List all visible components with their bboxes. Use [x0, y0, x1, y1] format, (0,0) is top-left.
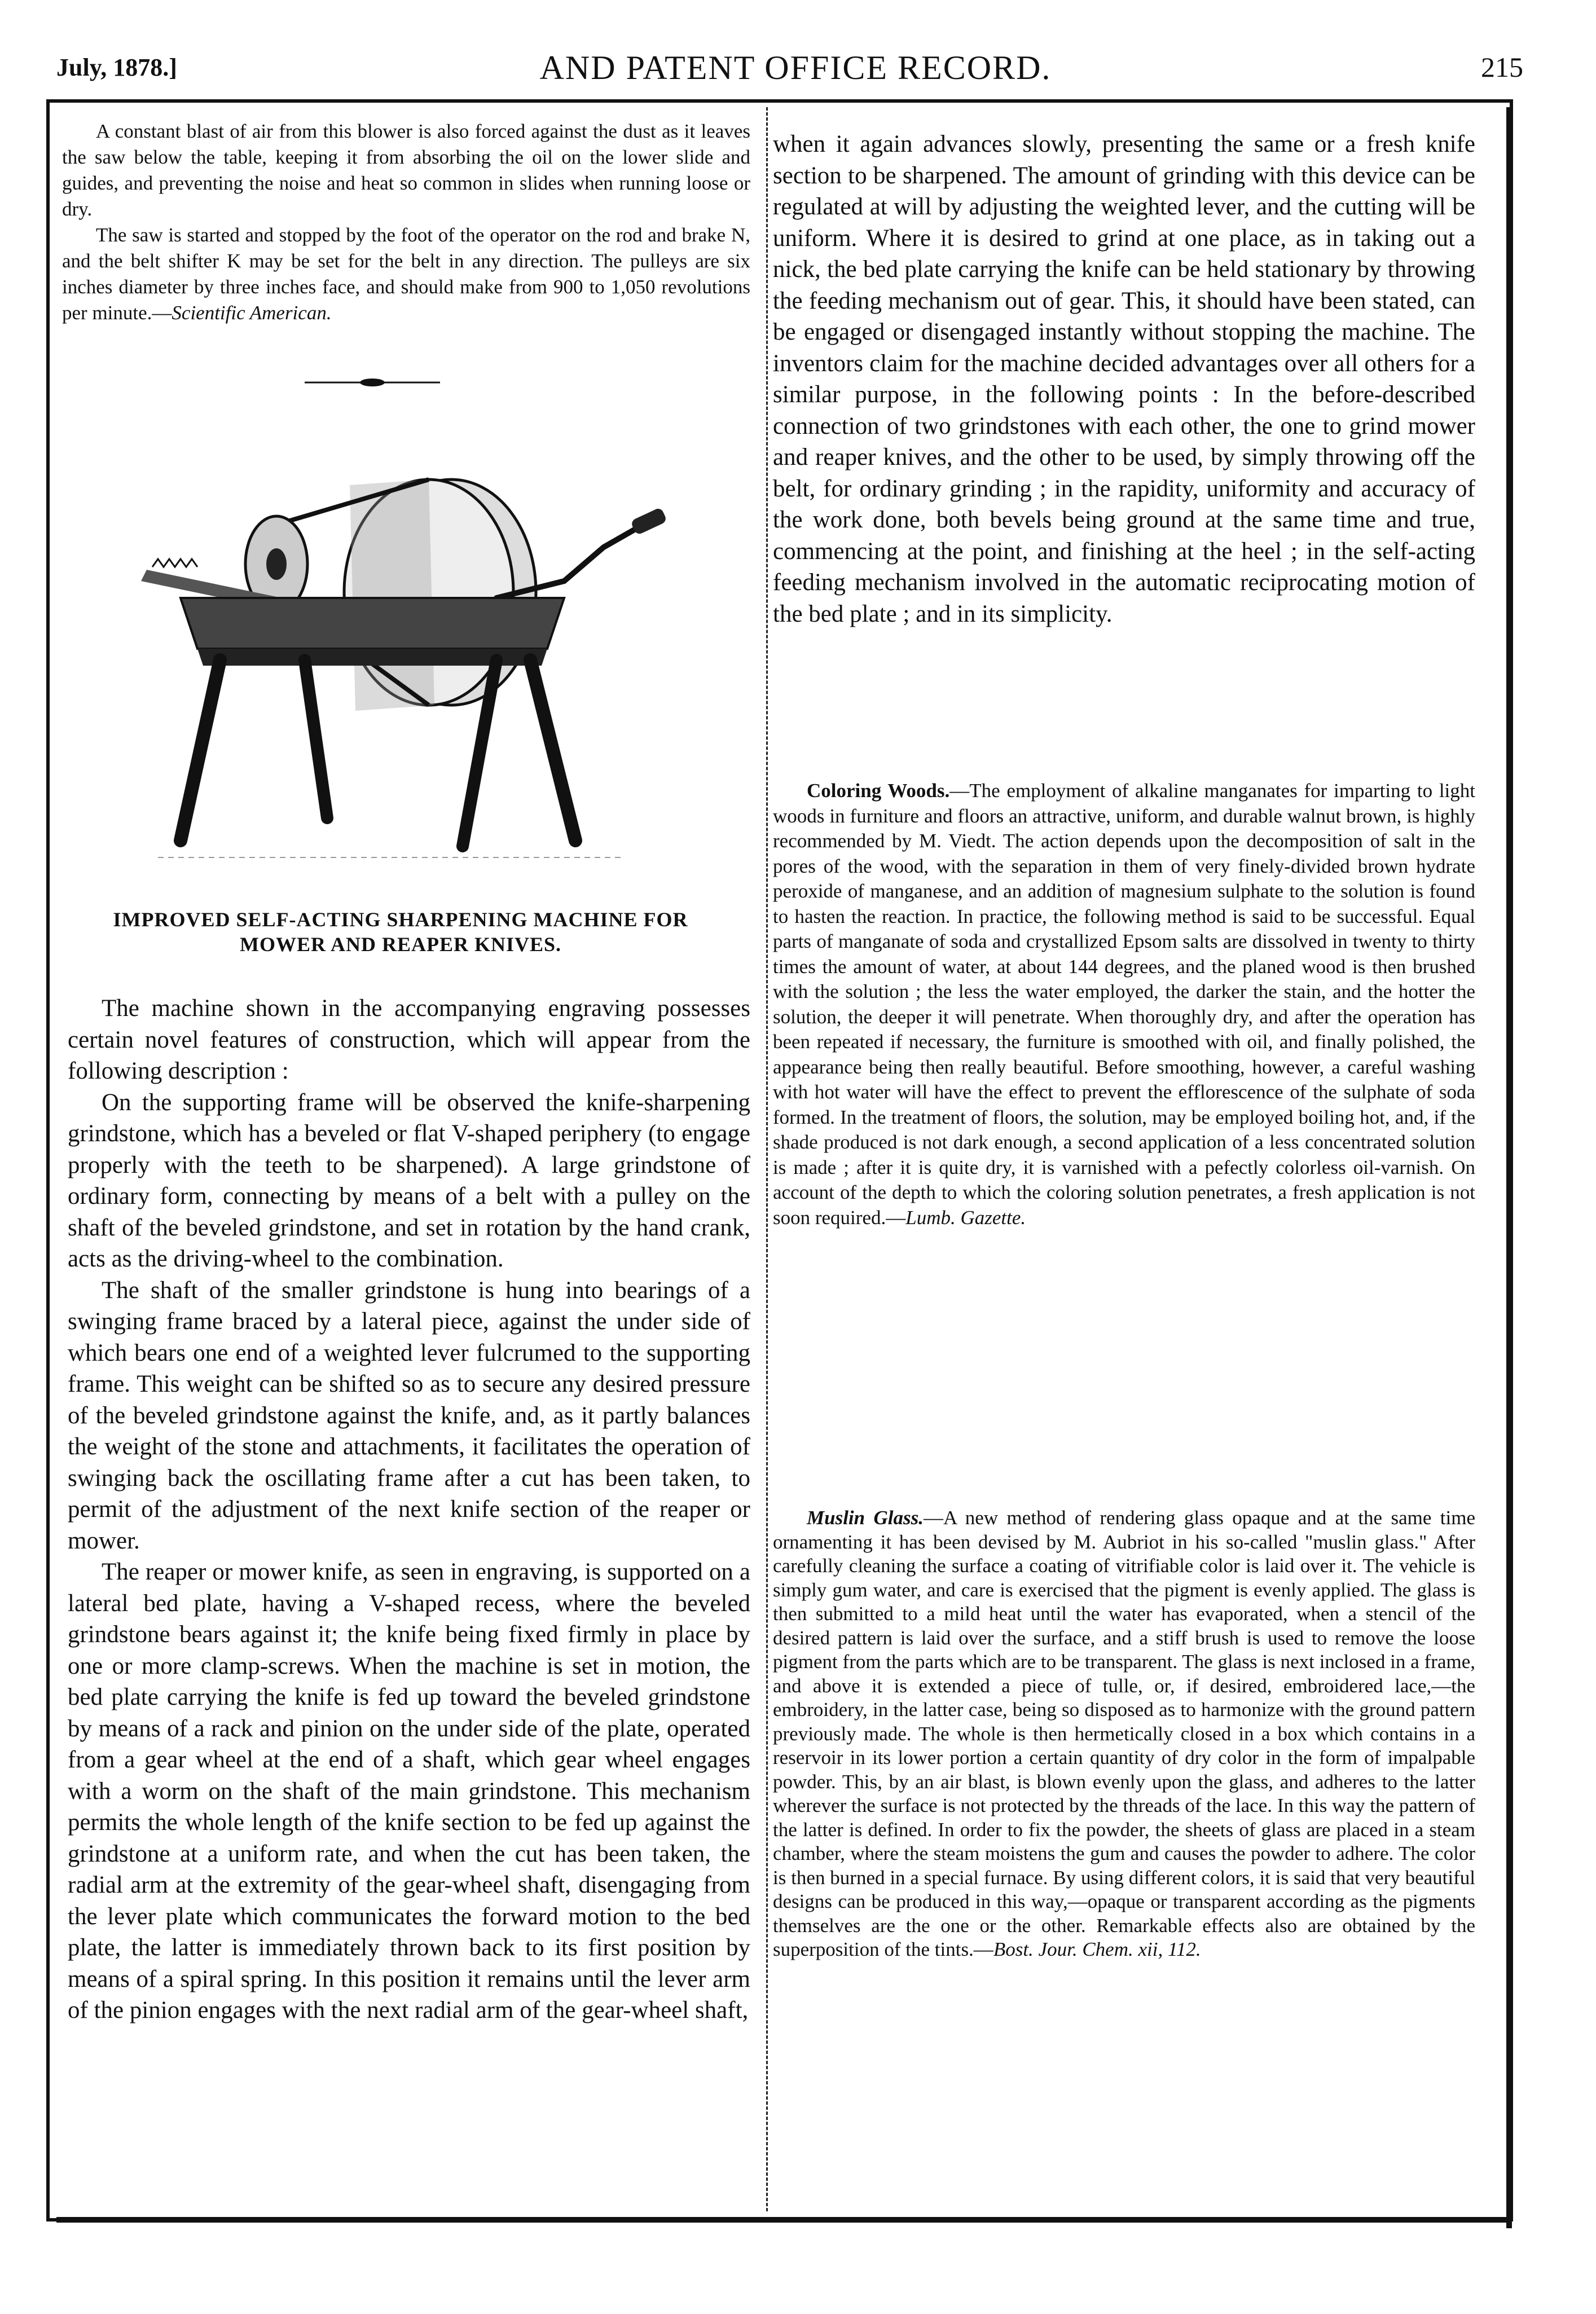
saw-paragraph: The saw is started and stopped by the foot of the operator on the rod and brake N, and the belt shifter K may be set for the belt in any direction. The pulleys are six inches diameter by three inches face, and should make from 900 to 1,050 revolutions per minute.—Scientific American. — [62, 224, 750, 324]
machine-paragraph-2: On the supporting frame will be observed the knife-sharpening grindstone, which has a beveled or flat V-shaped periphery (to engage properly with the teeth to be sharpened). A large grindstone of ordinary form, connecting by means of a belt with a pulley on the shaft of the beveled grindstone, and set in rotation by the hand crank, acts as the driving-wheel to the combination. — [68, 1089, 750, 1272]
muslin-source: Bost. Jour. Chem. xii, 112. — [993, 1938, 1201, 1960]
coloring-woods-article — [773, 778, 1475, 1230]
frame-shadow-bottom — [56, 2217, 1512, 2223]
blower-article-end — [62, 118, 750, 326]
saw-source: Scientific American. — [172, 302, 332, 324]
coloring-title: Coloring Woods. — [807, 780, 950, 802]
figure-caption-line-1: IMPROVED SELF-ACTING SHARPENING MACHINE FOR — [113, 908, 688, 931]
machine-paragraph-1: The machine shown in the accompanying engraving possesses certain novel features of construction, which will appear from the following description : — [68, 995, 750, 1084]
machine-paragraph-3: The shaft of the smaller grindstone is hung into bearings of a swinging frame braced by a lateral piece, against the under side of which bears one end of a weighted lever fulcrumed to the supporting frame. This weight can be shifted so as to secure any desired pressure of the beveled grindstone against the knife, and, as it partly balances the weight of the stone and attachments, it facilitates the operation of swinging back the oscillating frame after a cut has been taken, to permit of the adjustment of the next knife section of the reaper or mower. — [68, 1277, 750, 1554]
muslin-glass-article — [773, 1506, 1475, 1962]
issue-date: July, 1878.] — [56, 54, 177, 81]
figure-caption-line-2: MOWER AND REAPER KNIVES. — [239, 933, 562, 956]
machine-description — [68, 993, 750, 2026]
coloring-paragraph: Coloring Woods.—The employment of alkaline manganates for imparting to light woods in furniture and floors an attractive, uniform, and durable walnut brown, is highly recommended by M. Viedt. The action depends upon the decomposition of salt in the pores of the wood, with the separation in them of very finely-divided brown hydrate peroxide of manganese, and an addition of magnesium sulphate to the solution is found to hasten the reaction. In practice, the following method is said to be successful. Equal parts of manganate of soda and crystallized Epsom salts are dissolved in twenty to thirty times the amount of water, at about 144 degrees, and the planed wood is then brushed with the solution ; the less the water employed, the darker the stain, and the hotter the solution, the deeper it will penetrate. When thoroughly dry, and after the operation has been repeated if necessary, the furniture is smoothed with oil, and finally polished, the appearance being then really beautiful. Before smoothing, however, a careful washing with hot water will have the effect to prevent the efflorescence of the sulphate of soda formed. In the treatment of floors, the solution, may be employed boiling hot, and, if the shade produced is not dark enough, a second application of a less concentrated solution is made ; after it is quite dry, it is varnished with a pefectly colorless oil-varnish. On account of the depth to which the coloring solution penetrates, a fresh application is not soon required.—Lumb. Gazette. — [773, 780, 1476, 1229]
journal-title: AND PATENT OFFICE RECORD. — [539, 49, 1052, 86]
coloring-source: Lumb. Gazette. — [905, 1206, 1026, 1229]
machine-description-continued — [773, 129, 1475, 630]
blower-paragraph: A constant blast of air from this blower is also forced against the dust as it leaves the saw below the table, keeping it from absorbing the oil on the lower slide and guides, and preventing the noise and heat so common in slides when running loose or dry. — [62, 120, 750, 220]
column-divider — [766, 107, 770, 2211]
page-number: 215 — [1481, 51, 1523, 83]
muslin-title: Muslin Glass. — [807, 1507, 924, 1529]
sharpening-machine-engraving — [135, 412, 700, 874]
page-header — [45, 45, 1546, 96]
muslin-paragraph: Muslin Glass.—A new method of rendering glass opaque and at the same time ornamenting it has been devised by M. Aubriot in his so-called "muslin glass." After carefully cleaning the surface a coating of vitrifiable color is laid over it. The vehicle is simply gum water, and care is exercised that the pigment is evenly applied. The glass is then submitted to a mild heat until the water has evaporated, when a stencil of the desired pattern is laid over the surface, and a stiff brush is used to remove the loose pigment from the parts which are to be transparent. The glass is next inclosed in a frame, and above it is extended a piece of tulle, or, if desired, embroidered lace,—the embroidery, in the latter case, being so disposed as to harmonize with the ground pattern previously made. The whole is then hermetically closed in a box which contains in a reservoir in its lower portion a certain quantity of dry color in the form of impalpable powder. This, by an air blast, is blown evenly upon the glass, and adheres to the latter wherever the surface is not protected by the threads of the lace. In this way the pattern of the latter is defined. In order to fix the powder, the sheets of glass are placed in a steam chamber, where the steam moistens the gum and causes the powder to adhere. The color is then burned in a special furnace. By using different colors, it is said that very beautiful designs can be produced in this way,—opaque or transparent according as the pigments themselves are the one or the other. Remarkable effects also are obtained by the superposition of the tints.—Bost. Jour. Chem. xii, 112. — [773, 1507, 1475, 1960]
machine-paragraph-4: The reaper or mower knife, as seen in engraving, is supported on a lateral bed plate, having a V-shaped recess, where the beveled grindstone bears against it; the knife being fixed firmly in place by one or more clamp-screws. When the machine is set in motion, the bed plate carrying the knife is fed up toward the beveled grindstone by means of a rack and pinion on the under side of the plate, operated from a gear wheel at the end of a shaft, which gear wheel engages with a worm on the shaft of the main grindstone. This mechanism permits the whole length of the knife section to be fed up against the grindstone at a uniform rate, and when the cut has been taken, the radial arm at the extremity of the gear-wheel shaft, disengaging from the lever plate which communicates the forward motion to the bed plate, the latter is immediately thrown back to its first position by means of a spiral spring. In this position it remains until the lever arm of the pinion engages with the next radial arm of the gear-wheel shaft, — [68, 1559, 750, 2023]
continuation-paragraph: when it again advances slowly, presenting the same or a fresh knife section to be sharpened. The amount of grinding with this device can be regulated at will by adjusting the weighted lever, and the cutting will be uniform. Where it is desired to grind at one place, as in taking out a nick, the bed plate carrying the knife can be held stationary by throwing the feeding mechanism out of gear. This, it should have been stated, can be engaged or disengaged instantly without stopping the machine. The inventors claim for the machine decided advantages over all others for a similar purpose, in the following points : In the before-described connection of two grindstones with each other, the one to grind mower and reaper knives, and the other to be used, by simply throwing off the belt, for ordinary grinding ; in the rapidity, uniformity and accuracy of the work done, both bevels being ground at the same time and true, commencing at the point, and finishing at the heel ; in the self-acting feeding mechanism involved in the automatic reciprocating motion of the bed plate ; and in its simplicity. — [773, 131, 1475, 627]
frame-shadow-right — [1506, 107, 1512, 2228]
section-ornament — [305, 377, 440, 388]
figure-caption — [90, 907, 711, 957]
